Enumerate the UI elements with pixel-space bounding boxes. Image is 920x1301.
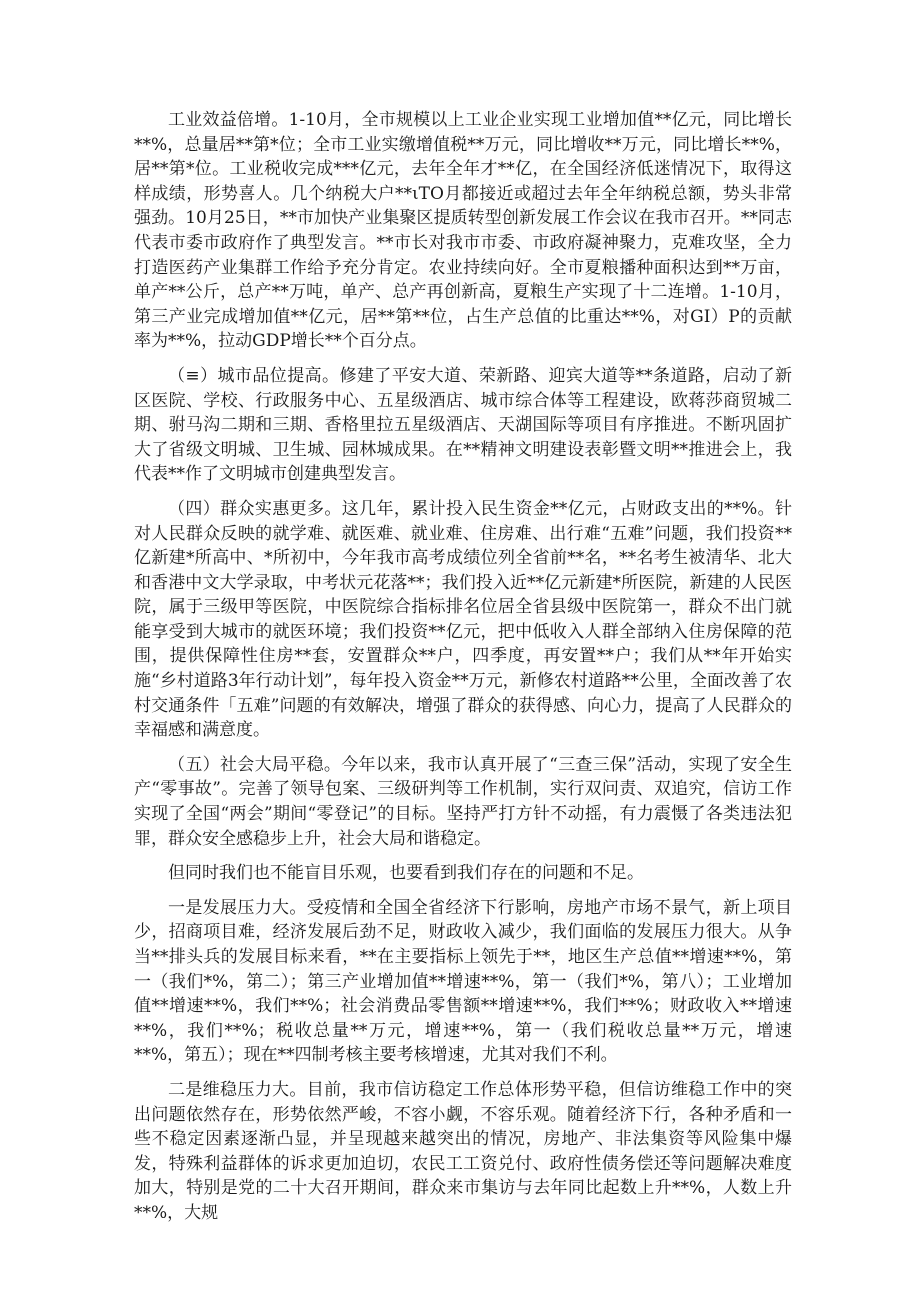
paragraph-industry-benefits: 工业效益倍增。1-10月，全市规模以上工业企业实现工业增加值**亿元，同比增长**%，总量居**第*位；全市工业实缴增值税**万元，同比增收**万元，同比增长**%，居**第*位。工业税收完成***亿元，去年全年才**亿，在全国经济低迷情况下，取得这样成绩，形势喜人。几个纳税大户**ιTO月都接近或超过去年全年纳税总额，势头非常强劲。10月25日，**市加快产业集聚区提质转型创新发展工作会议在我市召开。**同志代表市委市政府作了典型发言。**市长对我市市委、市政府凝神聚力，克难攻坚，全力打造医药产业集群工作给予充分肯定。农业持续向好。全市夏粮播种面积达到**万亩，单产**公斤，总产**万吨，单产、总产再创新高，夏粮生产实现了十二连增。1-10月，第三产业完成增加值**亿元，居**第**位，占生产总值的比重达**%，对GI）P的贡献率为**%，拉动GDP增长**个百分点。: [134, 110, 792, 352]
paragraph-social-stability: （五）社会大局平稳。今年以来，我市认真开展了“三查三保”活动，实现了安全生产“零事故”。完善了领导包案、三级研判等工作机制，实行双问责、双追究，信访工作实现了全国“两会”期间“零登记”的目标。坚持严打方针不动摇，有力震慑了各类违法犯罪，群众安全感稳步上升，社会大局和谐稳定。: [134, 754, 792, 849]
document-body: [134, 108, 792, 1236]
paragraph-development-pressure: 一是发展压力大。受疫情和全国全省经济下行影响，房地产市场不景气，新上项目少，招商项目难，经济发展后劲不足，财政收入减少，我们面临的发展压力很大。从争当**排头兵的发展目标来看，**在主要指标上领先于**，地区生产总值**增速**%，第一（我们*%，第二）；第三产业增加值**增速**%，第一（我们*%，第八）；工业增加值**增速**%，我们**%；社会消费品零售额**增速**%，我们**%；财政收入**增速**%，我们**%；税收总量**万元，增速**%，第一（我们税收总量**万元，增速**%，第五）；现在**四制考核主要考核增速，尤其对我们不利。: [134, 897, 792, 1066]
paragraph-public-benefits: （四）群众实惠更多。这几年，累计投入民生资金**亿元，占财政支出的**%。针对人民群众反映的就学难、就医难、就业难、住房难、出行难“五难”问题，我们投资**亿新建*所高中、*所初中，今年我市高考成绩位列全省前**名，**名考生被清华、北大和香港中文大学录取，中考状元花落**；我们投入近**亿元新建*所医院，新建的人民医院，属于三级甲等医院，中医院综合指标排名位居全省县级中医院第一，群众不出门就能享受到大城市的就医环境；我们投资**亿元，把中低收入人群全部纳入住房保障的范围，提供保障性住房**套，安置群众**户，四季度，再安置**户；我们从**年开始实施“乡村道路3年行动计划”，每年投入资金**万元，新修农村道路**公里，全面改善了农村交通条件「五难”问题的有效解决，增强了群众的获得感、向心力，提高了人民群众的幸福感和满意度。: [134, 498, 792, 741]
paragraph-stability-pressure: 二是维稳压力大。目前，我市信访稳定工作总体形势平稳，但信访维稳工作中的突出问题依然存在，形势依然严峻，不容小觑，不容乐观。随着经济下行，各种矛盾和一些不稳定因素逐渐凸显，并呈现越来越突出的情况，房地产、非法集资等风险集中爆发，特殊利益群体的诉求更加迫切，农民工工资兑付、政府性债务偿还等问题解决难度加大，特别是党的二十大召开期间，群众来市集访与去年同比起数上升**%，人数上升**%，大规: [134, 1079, 792, 1223]
paragraph-city-quality: （≡）城市品位提高。修建了平安大道、荣新路、迎宾大道等**条道路，启动了新区医院、学校、行政服务中心、五星级酒店、城市综合体等工程建设，欧蒋莎商贸城二期、驸马沟二期和三期、香格里拉五星级酒店、天湖国际等项目有序推进。不断巩固扩大了省级文明城、卫生城、园林城成果。在**精神文明建设表彰暨文明**推进会上，我代表**作了文明城市创建典型发言。: [134, 365, 792, 485]
paragraph-transition: 但同时我们也不能盲目乐观，也要看到我们存在的问题和不足。: [168, 863, 644, 884]
